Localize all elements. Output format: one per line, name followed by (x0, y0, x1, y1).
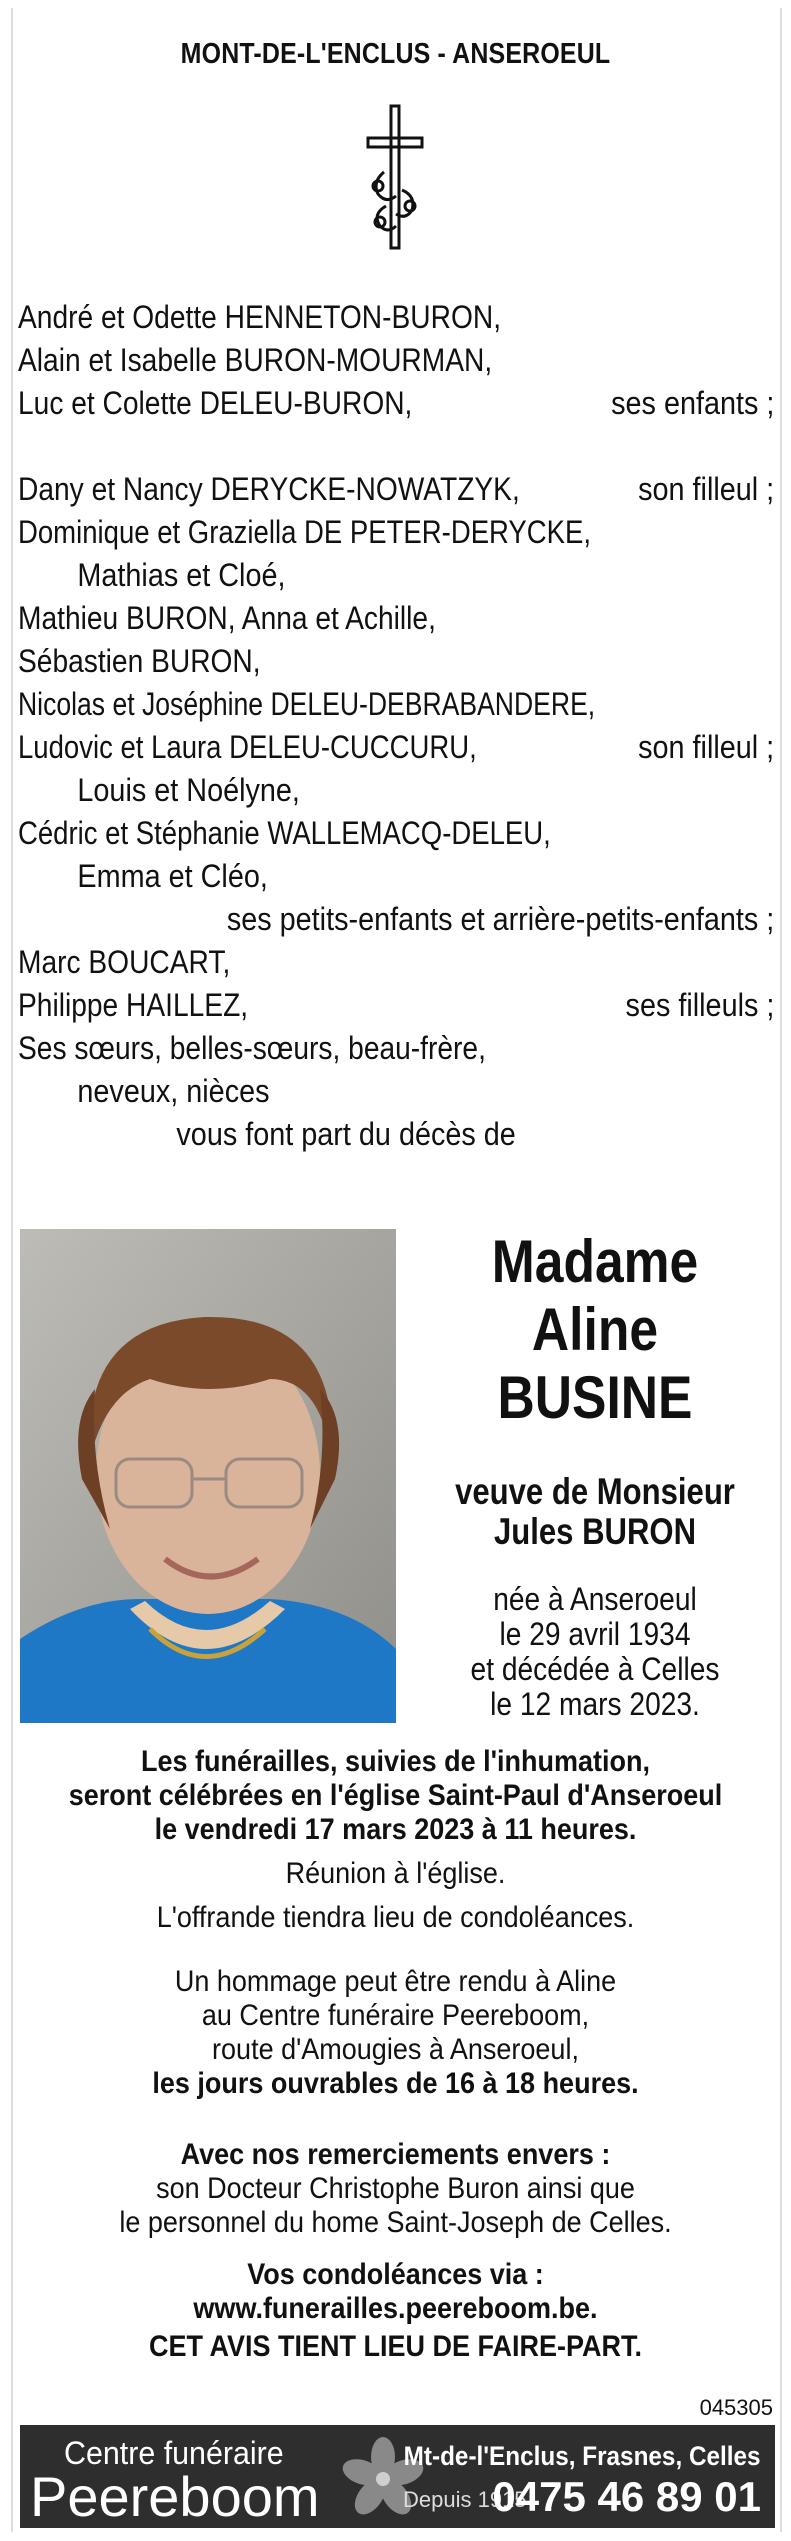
family-row (18, 339, 774, 382)
family-name: neveux, nièces (77, 1073, 270, 1109)
locations-label: Mt-de-l'Enclus, Frasnes, Celles (404, 2441, 761, 2471)
family-row (18, 382, 774, 425)
thanks-line-3: le personnel du home Saint-Joseph de Celles. (119, 2206, 672, 2239)
family-row (18, 597, 774, 640)
family-name: Emma et Cléo, (77, 858, 268, 894)
family-role: ses enfants ; (610, 385, 774, 421)
family-row (18, 769, 774, 812)
family-name: André et Odette HENNETON-BURON, (18, 299, 502, 335)
family-name: Dany et Nancy DERYCKE-NOWATZYK, (18, 471, 520, 507)
family-name: Sébastien BURON, (18, 643, 261, 679)
family-name: Ses sœurs, belles-sœurs, beau-frère, (18, 1030, 486, 1066)
funeral-details (0, 1745, 791, 1935)
family-row (18, 855, 774, 898)
family-name: Philippe HAILLEZ, (18, 987, 249, 1023)
since-label: Depuis 1915 (403, 2487, 527, 2512)
cross-icon (362, 102, 428, 252)
funeral-home-banner (20, 2425, 775, 2528)
family-row (18, 726, 774, 769)
family-role: son filleul ; (637, 471, 774, 507)
death-date: le 12 mars 2023. (490, 1686, 700, 1722)
family-row (18, 640, 774, 683)
death-place: et décédée à Celles (470, 1651, 720, 1687)
announcement-line: vous font part du décès de (176, 1116, 516, 1152)
portrait-photo (20, 1229, 396, 1723)
condolences-url: www.funerailles.peereboom.be. (193, 2292, 598, 2325)
birth-place: née à Anseroeul (493, 1581, 697, 1617)
funeral-line-2: seront célébrées en l'église Saint-Paul d'Anseroeul (68, 1779, 723, 1812)
condolences-line-1: Vos condoléances via : (247, 2258, 544, 2291)
thanks-line-2: son Docteur Christophe Buron ainsi que (156, 2172, 635, 2205)
family-name: Dominique et Graziella DE PETER-DERYCKE, (18, 514, 592, 550)
condolences-block (0, 2258, 791, 2364)
family-name: Luc et Colette DELEU-BURON, (18, 385, 413, 421)
family-row (18, 554, 774, 597)
family-name: Ludovic et Laura DELEU-CUCCURU, (18, 729, 477, 765)
family-row (18, 812, 774, 855)
deceased-block (410, 1228, 780, 1722)
widow-line-2: Jules BURON (493, 1511, 697, 1552)
tribute-details (0, 1965, 791, 2101)
life-dates (432, 1582, 758, 1722)
birth-date: le 29 avril 1934 (499, 1616, 691, 1652)
tribute-line-3: route d'Amougies à Anseroeul, (212, 2033, 579, 2066)
thanks-line-1: Avec nos remerciements envers : (180, 2138, 611, 2171)
location-header: MONT-DE-L'ENCLUS - ANSEROEUL (180, 38, 611, 70)
family-name: Alain et Isabelle BURON-MOURMAN, (18, 342, 493, 378)
family-name: Marc BOUCART, (18, 944, 231, 980)
tribute-line-4: les jours ouvrables de 16 à 18 heures. (152, 2067, 639, 2100)
family-row (18, 468, 774, 511)
tribute-line-1: Un hommage peut être rendu à Aline (174, 1965, 617, 1998)
family-role: ses petits-enfants et arrière-petits-enfants ; (226, 901, 774, 937)
funeral-home-brand: Peereboom (30, 2465, 320, 2528)
family-row (18, 683, 774, 726)
tribute-line-2: au Centre funéraire Peereboom, (201, 1999, 590, 2032)
family-list (18, 296, 774, 1156)
funeral-home-label: Centre funéraire (64, 2435, 284, 2471)
meeting-info: Réunion à l'église. (285, 1857, 506, 1890)
reference-number: 045305 (699, 2395, 773, 2420)
family-row (18, 1113, 774, 1156)
family-row (18, 1070, 774, 1113)
offering-info: L'offrande tiendra lieu de condoléances. (156, 1901, 635, 1934)
family-name: Nicolas et Joséphine DELEU-DEBRABANDERE, (18, 686, 596, 722)
deceased-first-name: Aline (531, 1296, 659, 1363)
family-name: Cédric et Stéphanie WALLEMACQ-DELEU, (18, 815, 551, 851)
family-role: son filleul ; (637, 729, 774, 765)
family-row (18, 898, 774, 941)
funeral-line-1: Les funérailles, suivies de l'inhumation, (140, 1745, 651, 1778)
family-row (18, 511, 774, 554)
family-role: ses filleuls ; (625, 987, 774, 1023)
family-name: Mathieu BURON, Anna et Achille, (18, 600, 436, 636)
notice-statement: CET AVIS TIENT LIEU DE FAIRE-PART. (148, 2330, 643, 2363)
family-row (18, 941, 774, 984)
widow-line-1: veuve de Monsieur (455, 1471, 735, 1512)
thanks-block (0, 2138, 791, 2240)
family-row (18, 296, 774, 339)
family-row (18, 1027, 774, 1070)
deceased-title: Madame (491, 1228, 699, 1295)
family-name: Mathias et Cloé, (77, 557, 286, 593)
widow-line (440, 1472, 751, 1552)
deceased-last-name: BUSINE (497, 1364, 693, 1431)
family-name: Louis et Noélyne, (77, 772, 300, 808)
family-row (18, 984, 774, 1027)
phone-number: 0475 46 89 01 (492, 2473, 761, 2520)
funeral-line-3: le vendredi 17 mars 2023 à 11 heures. (154, 1813, 637, 1846)
